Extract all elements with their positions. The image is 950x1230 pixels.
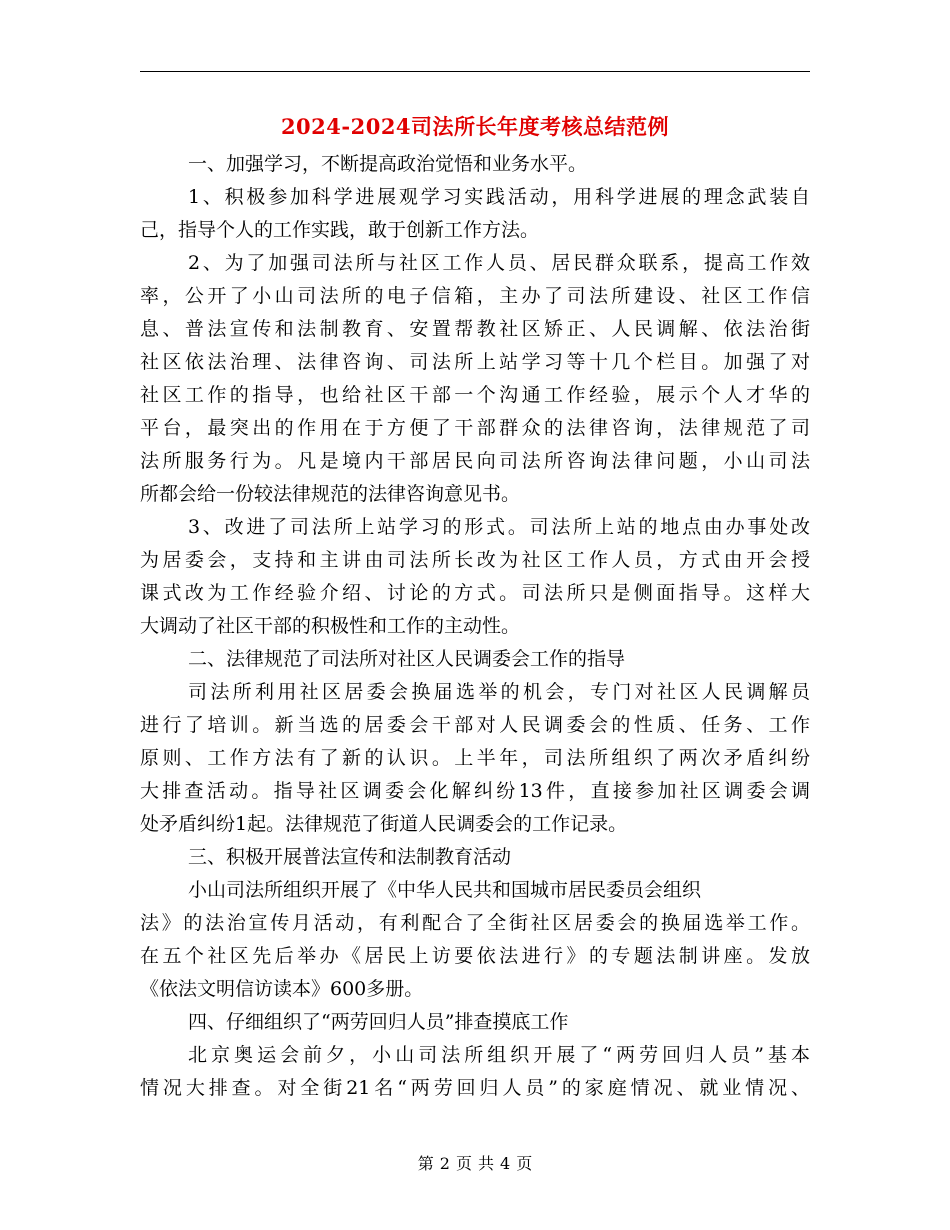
body-line: 所都会给一份较法律规范的法律咨询意见书。 — [140, 483, 521, 505]
body-line: 法》的法治宣传月活动，有利配合了全街社区居委会的换届选举工作。 — [140, 912, 810, 934]
total-unit: 页 — [516, 1154, 533, 1173]
body-line: 一、加强学习，不断提高政治觉悟和业务水平。 — [188, 153, 588, 175]
body-line: 2、为了加强司法所与社区工作人员、居民群众联系，提高工作效 — [188, 252, 810, 274]
body-line: 平台，最突出的作用在于方便了干部群众的法律咨询，法律规范了司 — [140, 417, 810, 439]
body-line: 北京奥运会前夕，小山司法所组织开展了“两劳回归人员”基本 — [188, 1044, 810, 1066]
body-line: 司法所利用社区居委会换届选举的机会，专门对社区人民调解员 — [188, 681, 810, 703]
body-line: 大排查活动。指导社区调委会化解纠纷13件，直接参加社区调委会调 — [140, 780, 810, 802]
body-line: 息、普法宣传和法制教育、安置帮教社区矫正、人民调解、依法治街 — [140, 318, 810, 340]
document-title: 2024-2024司法所长年度考核总结范例 — [280, 114, 670, 139]
body-line: 为居委会，支持和主讲由司法所长改为社区工作人员，方式由开会授 — [140, 549, 810, 571]
page-footer — [0, 1152, 950, 1176]
body-line: 小山司法所组织开展了《中华人民共和国城市居民委员会组织 — [188, 879, 702, 901]
body-line: 社区工作的指导，也给社区干部一个沟通工作经验，展示个人才华的 — [140, 384, 810, 406]
body-line: 法所服务行为。凡是境内干部居民向司法所咨询法律问题，小山司法 — [140, 450, 810, 472]
body-line: 进行了培训。新当选的居委会干部对人民调委会的性质、任务、工作 — [140, 714, 810, 736]
document-body — [140, 148, 810, 1105]
total-label: 共 — [478, 1154, 495, 1173]
body-line: 课式改为工作经验介绍、讨论的方式。司法所只是侧面指导。这样大 — [140, 582, 810, 604]
body-line: 3、改进了司法所上站学习的形式。司法所上站的地点由办事处改 — [188, 516, 810, 538]
body-line: 二、法律规范了司法所对社区人民调委会工作的指导 — [188, 648, 626, 670]
page-label: 第 — [417, 1154, 434, 1173]
body-line: 原则、工作方法有了新的认识。上半年，司法所组织了两次矛盾纠纷 — [140, 747, 810, 769]
page-number: 2 — [439, 1154, 450, 1173]
body-line: 率，公开了小山司法所的电子信箱，主办了司法所建设、社区工作信 — [140, 285, 810, 307]
body-line: 四、仔细组织了“两劳回归人员”排查摸底工作 — [188, 1011, 569, 1033]
page-unit: 页 — [455, 1154, 472, 1173]
body-line: 在五个社区先后举办《居民上访要依法进行》的专题法制讲座。发放 — [140, 945, 810, 967]
body-line: 大调动了社区干部的积极性和工作的主动性。 — [140, 615, 521, 637]
body-line: 处矛盾纠纷1起。法律规范了街道人民调委会的工作记录。 — [140, 813, 628, 835]
body-line: 《依法文明信访读本》600多册。 — [140, 978, 424, 1000]
body-line: 情况大排查。对全街21名“两劳回归人员”的家庭情况、就业情况、 — [140, 1077, 810, 1099]
body-line: 己，指导个人的工作实践，敢于创新工作方法。 — [140, 219, 540, 241]
body-line: 社区依法治理、法律咨询、司法所上站学习等十几个栏目。加强了对 — [140, 351, 810, 373]
header-rule — [140, 71, 810, 72]
total-pages: 4 — [500, 1154, 511, 1173]
body-line: 三、积极开展普法宣传和法制教育活动 — [188, 846, 512, 868]
body-line: 1、积极参加科学进展观学习实践活动，用科学进展的理念武装自 — [188, 186, 810, 208]
